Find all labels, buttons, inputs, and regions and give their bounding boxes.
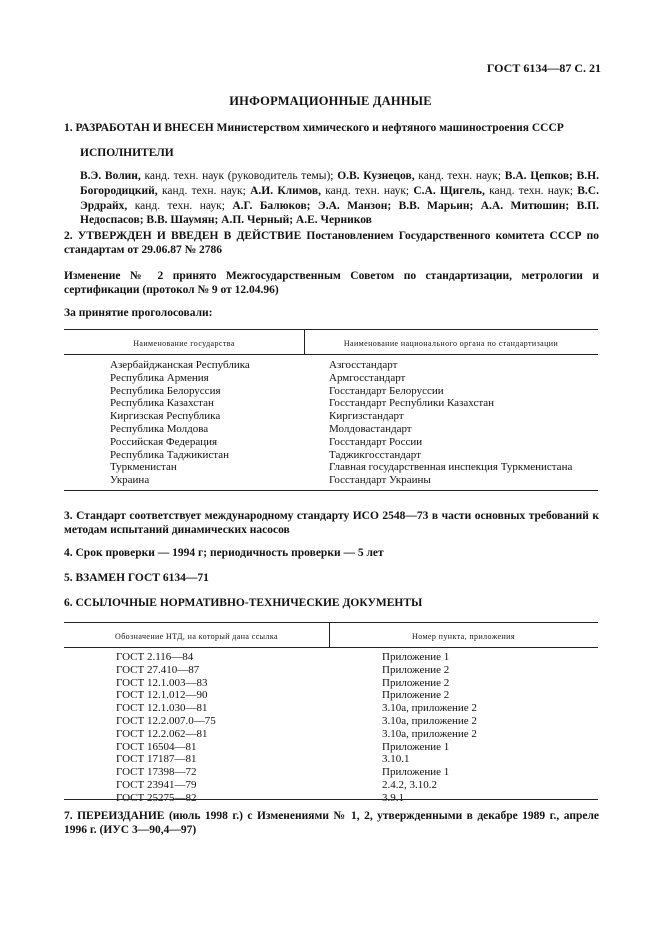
section-1-number: 1.: [64, 122, 73, 134]
table-cell: ГОСТ 17398—72: [116, 766, 197, 779]
table-cell: Российская Федерация: [110, 435, 218, 448]
person-name: В.А. Цепков;: [504, 170, 573, 182]
table-cell: Туркменистан: [110, 461, 177, 474]
section-3: [64, 509, 599, 537]
table-bottom-rule: [64, 799, 598, 800]
section-2-text: Постановлением Государственного комитета СССР по стандартам от 29.06.87 № 2786: [64, 230, 599, 256]
table-cell: Республика Молдова: [110, 422, 209, 435]
table-cell: Армгосстандарт: [329, 371, 406, 384]
table-top-rule: [64, 329, 598, 330]
table-cell: Азербайджанская Республика: [110, 359, 250, 371]
table-header-rule: [64, 354, 598, 355]
table-cell: 3.10а, приложение 2: [382, 702, 477, 715]
table-cell: Госстандарт Республики Казахстан: [329, 397, 495, 410]
table-cell: Приложение 1: [382, 740, 450, 753]
page-title: ИНФОРМАЦИОННЫЕ ДАННЫЕ: [229, 94, 432, 108]
section-4: [64, 546, 599, 560]
person-name: А.И. Климов,: [250, 184, 321, 197]
table-cell: Киргизская Республика: [110, 410, 221, 423]
section-6-number: 6.: [64, 597, 73, 609]
person-name: С.А. Щигель,: [413, 184, 485, 197]
table-cell: Республика Армения: [110, 371, 209, 384]
person-name: В.Э. Волин,: [80, 170, 141, 182]
table-cell: 3.10а, приложение 2: [382, 714, 477, 727]
table-cell: 3.10.1: [382, 753, 410, 766]
section-5-text: ВЗАМЕН ГОСТ 6134—71: [75, 572, 209, 584]
person-desc: канд. техн. наук;: [127, 199, 233, 212]
section-4-number: 4.: [64, 547, 73, 559]
executors-label: ИСПОЛНИТЕЛИ: [80, 147, 174, 159]
amendment-note: Изменение № 2 принято Межгосударственным Советом по стандартизации, метрологии и сертификации (протокол № 9 от 12.04.96): [64, 270, 599, 296]
section-2: [64, 229, 599, 257]
table-cell: ГОСТ 2.116—84: [116, 651, 194, 663]
table-cell: 3.10а, приложение 2: [382, 727, 477, 740]
table-cell: Приложение 1: [382, 766, 450, 779]
voted-label: За принятие проголосовали:: [64, 307, 213, 319]
person-name: В.С. Эрдрайх,: [80, 184, 599, 212]
table-cell: Республика Казахстан: [110, 397, 214, 410]
person-name: О.В. Кузнецов,: [337, 170, 415, 182]
table-cell: Киргизстандарт: [329, 410, 404, 423]
person-desc: канд. техн. наук;: [320, 184, 414, 197]
table-cell: Азгосстандарт: [329, 359, 398, 371]
table-cell: Приложение 1: [382, 651, 450, 663]
table-cell: ГОСТ 12.1.012—90: [116, 689, 208, 702]
references-table: [64, 622, 598, 804]
member-states-table: [64, 329, 598, 491]
table-cell: ГОСТ 25275—82: [116, 791, 197, 804]
section-5: [64, 571, 599, 585]
table-cell: Приложение 2: [382, 676, 450, 689]
bodies-column: [329, 359, 572, 487]
section-7-text: (июль 1998 г.) с Изменениями № 1, 2, утвержденными в декабре 1989 г., апреле 1996 г. (ИУС 3—90,4—97): [64, 810, 599, 836]
table-header-clause: Номер пункта, приложения: [412, 632, 515, 641]
section-1-lead: РАЗРАБОТАН И ВНЕСЕН: [75, 122, 214, 134]
section-7: [64, 809, 599, 837]
table-cell: ГОСТ 12.2.007.0—75: [116, 714, 216, 727]
person-desc: канд. техн. наук;: [157, 184, 251, 197]
section-5-number: 5.: [64, 572, 73, 584]
table-cell: Госстандарт Украины: [329, 474, 431, 487]
table-header-document: Обозначение НТД, на который дана ссылка: [115, 632, 278, 641]
section-6-text: ССЫЛОЧНЫЕ НОРМАТИВНО-ТЕХНИЧЕСКИЕ ДОКУМЕНТЫ: [75, 597, 423, 609]
table-cell: ГОСТ 16504—81: [116, 740, 197, 753]
page-header-code: ГОСТ 6134—87 С. 21: [486, 61, 601, 75]
clauses-column: [382, 651, 477, 805]
table-cell: ГОСТ 12.2.062—81: [116, 727, 208, 740]
section-1-text: Министерством химического и нефтяного машиностроения СССР: [216, 122, 564, 134]
person-desc: канд. техн. наук;: [414, 170, 505, 182]
section-4-text: Срок проверки — 1994 г; периодичность проверки — 5 лет: [75, 547, 384, 559]
section-7-number: 7.: [64, 810, 73, 822]
table-cell: Республика Таджикистан: [110, 448, 229, 461]
table-header-state: Наименование государства: [133, 339, 235, 348]
table-cell: 2.4.2, 3.10.2: [382, 778, 437, 791]
table-cell: Таджикгосстандарт: [329, 448, 421, 461]
table-cell: ГОСТ 23941—79: [116, 778, 197, 791]
documents-column: [116, 651, 216, 805]
table-header-rule: [64, 647, 598, 648]
table-header-body: Наименование национального органа по стандартизации: [343, 339, 559, 348]
person-name: А.Г. Балюков; Э.А. Манзон; В.В. Марьин; А.А. Митюшин; В.П. Недоспасов; В.В. Шаумян; А.П. Черный; А.Е. Черников: [80, 199, 599, 227]
table-cell: Приложение 2: [382, 689, 450, 702]
table-cell: Республика Белоруссия: [110, 384, 221, 397]
section-3-text: Стандарт соответствует международному стандарту ИСО 2548—73 в части основных требований к методам испытаний динамических насосов: [64, 510, 599, 536]
table-cell: Госстандарт Белоруссии: [329, 384, 444, 397]
table-cell: Молдовастандарт: [329, 422, 412, 435]
table-top-rule: [64, 622, 598, 623]
person-desc: канд. техн. наук;: [484, 184, 578, 197]
table-cell: ГОСТ 12.1.003—83: [116, 676, 208, 689]
executors-list: [80, 169, 599, 228]
section-2-lead: УТВЕРЖДЕН И ВВЕДЕН В ДЕЙСТВИЕ: [77, 230, 302, 242]
table-cell: Украина: [110, 474, 150, 487]
table-cell: ГОСТ 17187—81: [116, 753, 197, 766]
section-7-lead: ПЕРЕИЗДАНИЕ: [77, 810, 165, 822]
section-1: [64, 121, 604, 135]
table-cell: 3.9.1: [382, 791, 404, 804]
table-cell: Госстандарт России: [329, 435, 423, 448]
table-bottom-rule: [64, 490, 598, 491]
table-cell: Приложение 2: [382, 663, 450, 676]
section-2-number: 2.: [64, 230, 73, 242]
table-cell: Главная государственная инспекция Туркменистана: [329, 461, 573, 474]
table-cell: ГОСТ 27.410—87: [116, 663, 200, 676]
section-6: [64, 596, 599, 610]
person-desc: канд. техн. наук (руководитель темы);: [140, 170, 338, 182]
section-3-number: 3.: [64, 510, 73, 522]
states-column: [110, 359, 250, 487]
table-cell: ГОСТ 12.1.030—81: [116, 702, 208, 715]
person-name: В.Н. Богородицкий,: [80, 170, 599, 197]
